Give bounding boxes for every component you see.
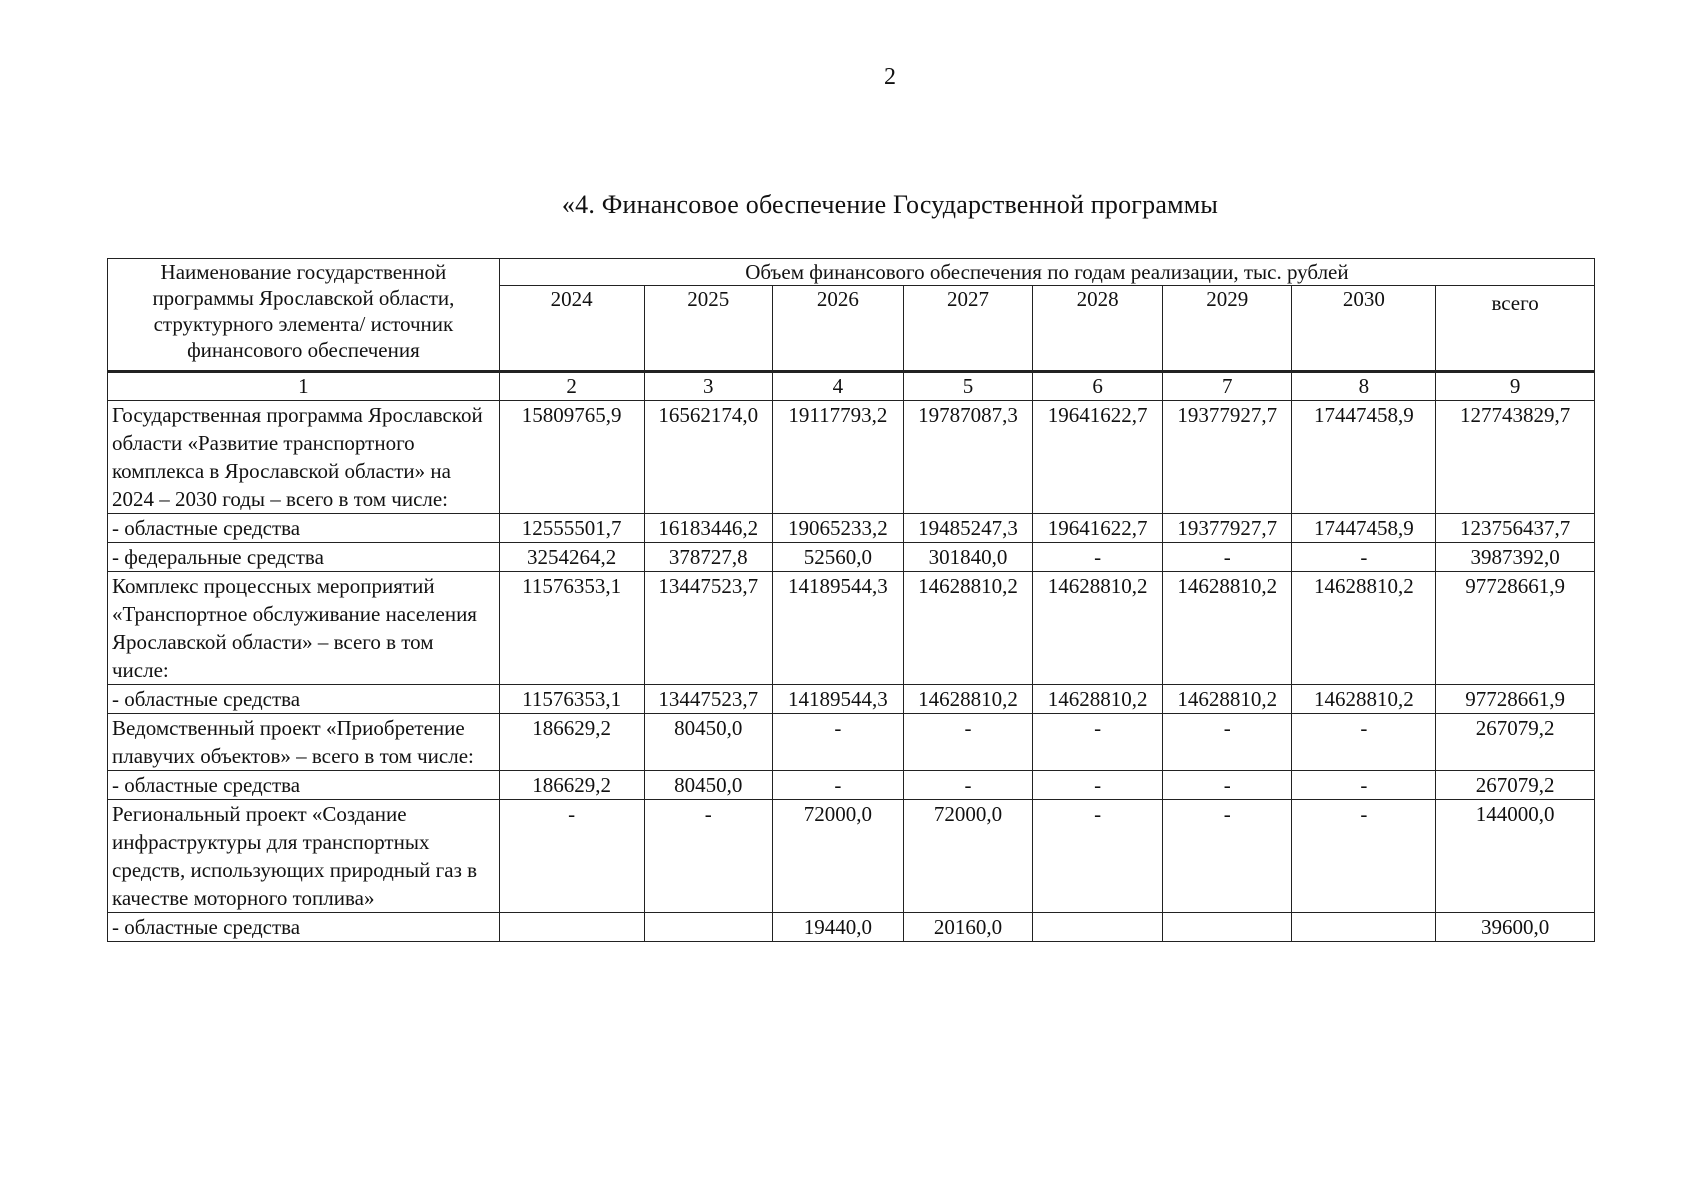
- table-row: [108, 685, 1595, 714]
- value-cell: 11576353,1: [499, 685, 644, 714]
- table-row: [108, 401, 1595, 514]
- value-cell: 14628810,2: [1162, 685, 1292, 714]
- value-cell: 267079,2: [1436, 771, 1595, 800]
- value-cell: 14628810,2: [1033, 685, 1163, 714]
- value-cell: 13447523,7: [644, 685, 773, 714]
- header-year-2024: 2024: [499, 286, 644, 372]
- value-cell: -: [1162, 800, 1292, 913]
- header-year-2030: 2030: [1292, 286, 1436, 372]
- column-number-row: [108, 372, 1595, 401]
- value-cell: 72000,0: [903, 800, 1033, 913]
- value-cell: 16183446,2: [644, 514, 773, 543]
- header-year-2025: 2025: [644, 286, 773, 372]
- value-cell: 39600,0: [1436, 913, 1595, 942]
- value-cell: -: [903, 771, 1033, 800]
- table-row: [108, 572, 1595, 685]
- value-cell: 16562174,0: [644, 401, 773, 514]
- value-cell: 301840,0: [903, 543, 1033, 572]
- value-cell: [644, 913, 773, 942]
- value-cell: 127743829,7: [1436, 401, 1595, 514]
- table-row: [108, 714, 1595, 771]
- value-cell: [499, 913, 644, 942]
- row-name-cell: - областные средства: [108, 771, 500, 800]
- value-cell: 20160,0: [903, 913, 1033, 942]
- value-cell: 14628810,2: [903, 685, 1033, 714]
- value-cell: [1033, 913, 1163, 942]
- value-cell: 14628810,2: [1292, 572, 1436, 685]
- row-name-cell: Ведомственный проект «Приобретение плавучих объектов» – всего в том числе:: [108, 714, 500, 771]
- header-volume-cell: Объем финансового обеспечения по годам реализации, тыс. рублей: [499, 259, 1594, 286]
- value-cell: [1292, 913, 1436, 942]
- value-cell: 19377927,7: [1162, 514, 1292, 543]
- value-cell: 186629,2: [499, 771, 644, 800]
- value-cell: 17447458,9: [1292, 514, 1436, 543]
- value-cell: -: [1033, 714, 1163, 771]
- value-cell: -: [499, 800, 644, 913]
- column-number: 7: [1162, 372, 1292, 401]
- value-cell: -: [1162, 714, 1292, 771]
- value-cell: 11576353,1: [499, 572, 644, 685]
- value-cell: 12555501,7: [499, 514, 644, 543]
- value-cell: 97728661,9: [1436, 572, 1595, 685]
- value-cell: 19065233,2: [773, 514, 904, 543]
- value-cell: -: [1162, 771, 1292, 800]
- value-cell: 3987392,0: [1436, 543, 1595, 572]
- value-cell: 186629,2: [499, 714, 644, 771]
- value-cell: [1162, 913, 1292, 942]
- value-cell: 144000,0: [1436, 800, 1595, 913]
- section-title: «4. Финансовое обеспечение Государственной программы: [561, 190, 1219, 219]
- row-name-cell: Государственная программа Ярославской области «Развитие транспортного комплекса в Ярославской области» на 2024 – 2030 годы – всего в том числе:: [108, 401, 500, 514]
- value-cell: -: [1033, 543, 1163, 572]
- table-row: [108, 514, 1595, 543]
- value-cell: 267079,2: [1436, 714, 1595, 771]
- column-number: 9: [1436, 372, 1595, 401]
- value-cell: 19485247,3: [903, 514, 1033, 543]
- value-cell: 378727,8: [644, 543, 773, 572]
- value-cell: 14189544,3: [773, 685, 904, 714]
- value-cell: 13447523,7: [644, 572, 773, 685]
- value-cell: 19641622,7: [1033, 514, 1163, 543]
- column-number: 5: [903, 372, 1033, 401]
- value-cell: 80450,0: [644, 714, 773, 771]
- value-cell: -: [1292, 800, 1436, 913]
- header-year-2027: 2027: [903, 286, 1033, 372]
- row-name-cell: Комплекс процессных мероприятий «Транспортное обслуживание населения Ярославской области» – всего в том числе:: [108, 572, 500, 685]
- value-cell: 17447458,9: [1292, 401, 1436, 514]
- value-cell: 19377927,7: [1162, 401, 1292, 514]
- page-number: 2: [884, 64, 896, 90]
- row-name-cell: - областные средства: [108, 514, 500, 543]
- value-cell: 19641622,7: [1033, 401, 1163, 514]
- value-cell: 15809765,9: [499, 401, 644, 514]
- value-cell: 14628810,2: [1162, 572, 1292, 685]
- row-name-cell: - областные средства: [108, 913, 500, 942]
- value-cell: -: [1292, 714, 1436, 771]
- header-total: всего: [1436, 286, 1595, 372]
- value-cell: 14628810,2: [1292, 685, 1436, 714]
- value-cell: -: [773, 771, 904, 800]
- header-year-2028: 2028: [1033, 286, 1163, 372]
- value-cell: 72000,0: [773, 800, 904, 913]
- value-cell: 14628810,2: [903, 572, 1033, 685]
- column-number: 3: [644, 372, 773, 401]
- row-name-cell: - областные средства: [108, 685, 500, 714]
- value-cell: 19787087,3: [903, 401, 1033, 514]
- value-cell: -: [1162, 543, 1292, 572]
- column-number: 8: [1292, 372, 1436, 401]
- value-cell: 3254264,2: [499, 543, 644, 572]
- value-cell: -: [1033, 771, 1163, 800]
- value-cell: 19440,0: [773, 913, 904, 942]
- value-cell: 52560,0: [773, 543, 904, 572]
- column-number: 1: [108, 372, 500, 401]
- table-row: [108, 913, 1595, 942]
- value-cell: 97728661,9: [1436, 685, 1595, 714]
- table-row: [108, 800, 1595, 913]
- value-cell: 123756437,7: [1436, 514, 1595, 543]
- row-name-cell: - федеральные средства: [108, 543, 500, 572]
- header-year-2026: 2026: [773, 286, 904, 372]
- row-name-cell: Региональный проект «Создание инфраструктуры для транспортных средств, использующих природный газ в качестве моторного топлива»: [108, 800, 500, 913]
- value-cell: -: [903, 714, 1033, 771]
- column-number: 4: [773, 372, 904, 401]
- value-cell: -: [1292, 771, 1436, 800]
- financing-table: [107, 258, 1595, 942]
- value-cell: -: [773, 714, 904, 771]
- value-cell: -: [644, 800, 773, 913]
- value-cell: 19117793,2: [773, 401, 904, 514]
- header-year-2029: 2029: [1162, 286, 1292, 372]
- value-cell: 14189544,3: [773, 572, 904, 685]
- value-cell: -: [1292, 543, 1436, 572]
- value-cell: -: [1033, 800, 1163, 913]
- header-row-top: [108, 259, 1595, 286]
- table-row: [108, 771, 1595, 800]
- column-number: 6: [1033, 372, 1163, 401]
- value-cell: 80450,0: [644, 771, 773, 800]
- column-number: 2: [499, 372, 644, 401]
- value-cell: 14628810,2: [1033, 572, 1163, 685]
- header-name-cell: Наименование государственной программы Ярославской области, структурного элемента/ источник финансового обеспечения: [108, 259, 500, 372]
- table-row: [108, 543, 1595, 572]
